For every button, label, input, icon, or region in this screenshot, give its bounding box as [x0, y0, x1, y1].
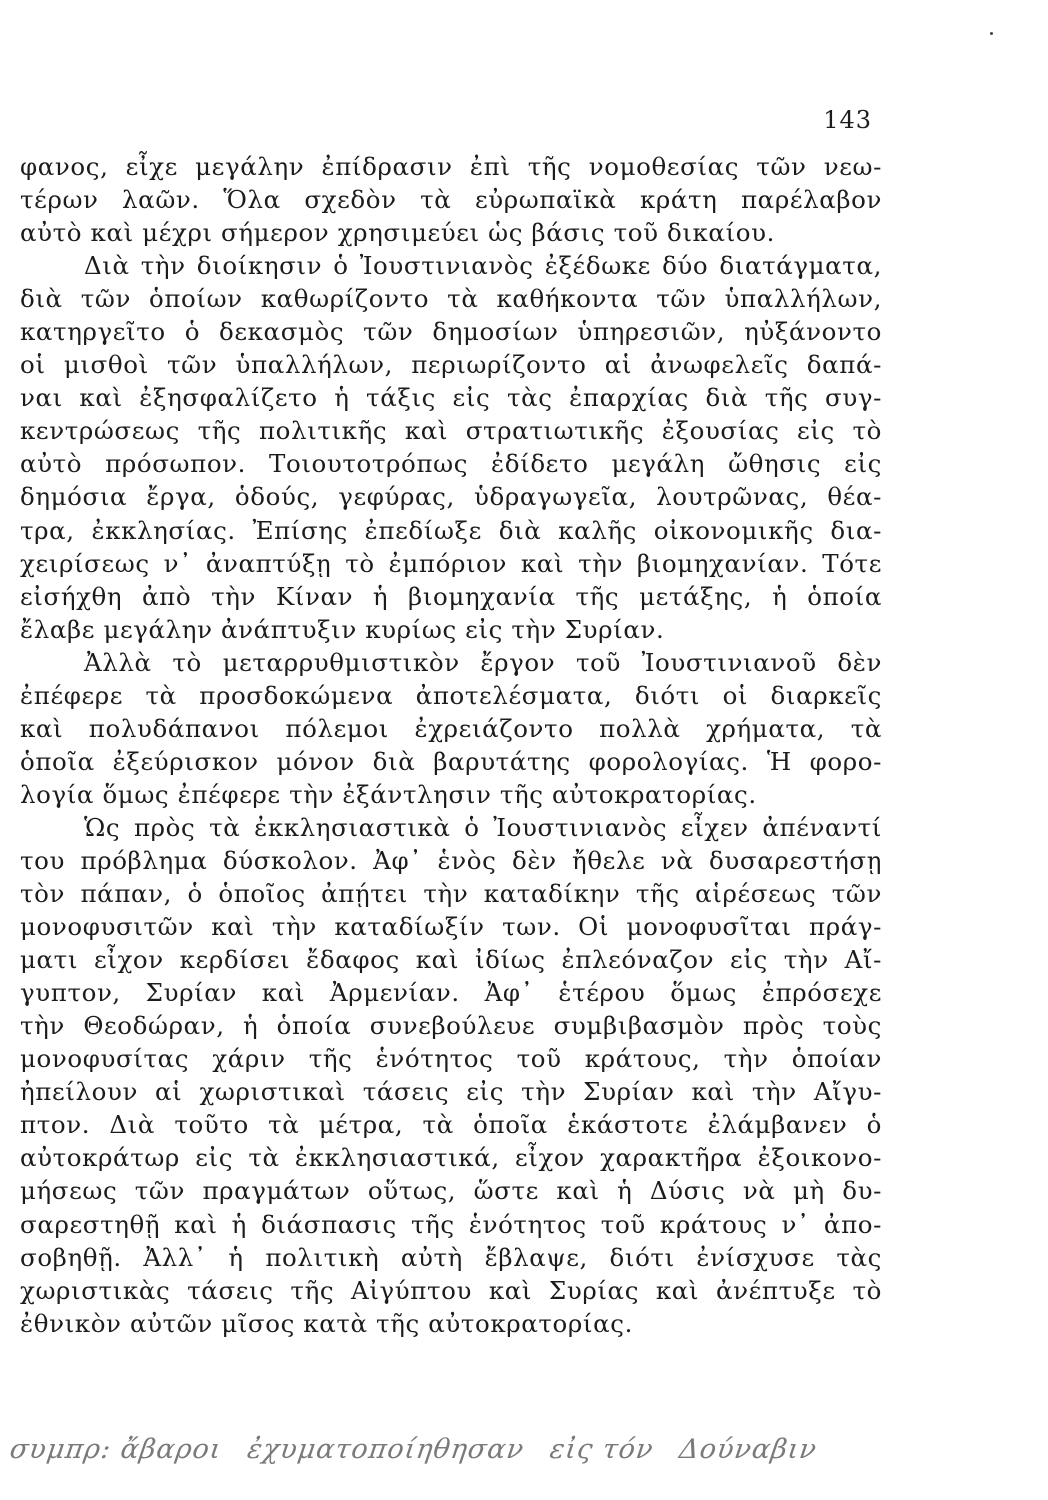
body-text: [20, 150, 882, 1340]
text-line: φανος, εἶχε μεγάλην ἐπίδρασιν ἐπὶ τῆς νομοθεσίας τῶν νεω-: [20, 152, 882, 181]
scan-speck: [990, 32, 993, 35]
text-line: κατηργεῖτο ὁ δεκασμὸς τῶν δημοσίων ὑπηρεσιῶν, ηὐξάνοντο: [20, 317, 882, 347]
text-line: χωριστικὰς τάσεις τῆς Αἰγύπτου καὶ Συρίας καὶ ἀνέπτυξε τὸ: [20, 1275, 882, 1305]
text-line: γυπτον, Συρίαν καὶ Ἀρμενίαν. Ἀφ᾽ ἑτέρου ὅμως ἐπρόσεχε: [20, 978, 882, 1008]
handwritten-fragment: εἰς τόν: [547, 1434, 656, 1465]
text-line: τέρων λαῶν. Ὅλα σχεδὸν τὰ εὐρωπαϊκὰ κράτη παρέλαβον: [20, 185, 882, 215]
text-line: σοβηθῇ. Ἀλλ᾽ ἡ πολιτικὴ αὐτὴ ἔβλαψε, διότι ἐνίσχυσε τὰς: [20, 1242, 882, 1272]
handwritten-fragment: ἐχυματοποίηθησαν: [245, 1434, 527, 1465]
text-line: Ἀλλὰ τὸ μεταρρυθμιστικὸν ἔργον τοῦ Ἰουστινιανοῦ δὲν: [84, 647, 882, 677]
handwritten-note: [6, 1420, 1024, 1480]
handwritten-fragment: συμπρ: ἄβαροι: [7, 1434, 224, 1465]
handwritten-fragment: Δούναβιν: [677, 1434, 820, 1465]
text-line: πτον. Διὰ τοῦτο τὰ μέτρα, τὰ ὁποῖα ἑκάστοτε ἐλάμβανεν ὁ: [20, 1110, 882, 1140]
text-line: ἔλαβε μεγάλην ἀνάπτυξιν κυρίως εἰς τὴν Συρίαν.: [20, 614, 665, 644]
text-line: μονοφυσιτῶν καὶ τὴν καταδίωξίν των. Οἱ μονοφυσῖται πράγ-: [20, 912, 882, 942]
text-line: του πρόβλημα δύσκολον. Ἀφ᾽ ἑνὸς δὲν ἤθελε νὰ δυσαρεστήσῃ: [20, 845, 882, 875]
page-number: 143: [823, 106, 872, 134]
text-line: τὸν πάπαν, ὁ ὁποῖος ἀπῄτει τὴν καταδίκην τῆς αἱρέσεως τῶν: [20, 879, 882, 909]
text-line: διὰ τῶν ὁποίων καθωρίζοντο τὰ καθήκοντα τῶν ὑπαλλήλων,: [20, 284, 882, 314]
text-line: αὐτοκράτωρ εἰς τὰ ἐκκλησιαστικά, εἶχον χαρακτῆρα ἐξοικονο-: [20, 1143, 882, 1173]
text-line: αὐτὸ πρόσωπον. Τοιουτοτρόπως ἐδίδετο μεγάλη ὤθησις εἰς: [20, 449, 882, 479]
text-line: ὁποῖα ἐξεύρισκον μόνον διὰ βαρυτάτης φορολογίας. Ἡ φορο-: [20, 746, 882, 776]
text-line: τὴν Θεοδώραν, ἡ ὁποία συνεβούλευε συμβιβασμὸν πρὸς τοὺς: [20, 1011, 882, 1041]
text-line: χειρίσεως ν᾽ ἀναπτύξῃ τὸ ἐμπόριον καὶ τὴν βιομηχανίαν. Τότε: [20, 548, 882, 578]
text-line: κεντρώσεως τῆς πολιτικῆς καὶ στρατιωτικῆς ἐξουσίας εἰς τὸ: [20, 416, 882, 446]
text-line: ἐθνικὸν αὐτῶν μῖσος κατὰ τῆς αὐτοκρατορίας.: [20, 1308, 633, 1338]
text-line: μήσεως τῶν πραγμάτων οὕτως, ὥστε καὶ ἡ Δύσις νὰ μὴ δυ-: [20, 1176, 882, 1206]
text-line: ἐπέφερε τὰ προσδοκώμενα ἀποτελέσματα, διότι οἱ διαρκεῖς: [20, 680, 882, 710]
text-line: σαρεστηθῇ καὶ ἡ διάσπασις τῆς ἑνότητος τοῦ κράτους ν᾽ ἀπο-: [20, 1209, 882, 1239]
text-line: Διὰ τὴν διοίκησιν ὁ Ἰουστινιανὸς ἐξέδωκε δύο διατάγματα,: [84, 251, 882, 281]
text-line: οἱ μισθοὶ τῶν ὑπαλλήλων, περιωρίζοντο αἱ ἀνωφελεῖς δαπά-: [20, 350, 882, 380]
text-line: δημόσια ἔργα, ὁδούς, γεφύρας, ὑδραγωγεῖα, λουτρῶνας, θέα-: [20, 482, 882, 512]
text-line: καὶ πολυδάπανοι πόλεμοι ἐχρειάζοντο πολλὰ χρήματα, τὰ: [20, 713, 882, 743]
text-line: τρα, ἐκκλησίας. Ἐπίσης ἐπεδίωξε διὰ καλῆς οἰκονομικῆς δια-: [20, 515, 882, 545]
text-line: μονοφυσίτας χάριν τῆς ἑνότητος τοῦ κράτους, τὴν ὁποίαν: [20, 1044, 882, 1074]
text-line: ναι καὶ ἐξησφαλίζετο ἡ τάξις εἰς τὰς ἐπαρχίας διὰ τῆς συγ-: [20, 383, 882, 413]
text-line: εἰσήχθη ἀπὸ τὴν Κίναν ἡ βιομηχανία τῆς μετάξης, ἡ ὁποία: [20, 581, 882, 611]
text-line: λογία ὅμως ἐπέφερε τὴν ἐξάντλησιν τῆς αὐτοκρατορίας.: [20, 779, 757, 809]
text-line: αὐτὸ καὶ μέχρι σήμερον χρησιμεύει ὡς βάσις τοῦ δικαίου.: [20, 218, 776, 248]
text-line: ἠπείλουν αἱ χωριστικαὶ τάσεις εἰς τὴν Συρίαν καὶ τὴν Αἴγυ-: [20, 1077, 882, 1107]
text-line: Ὡς πρὸς τὰ ἐκκλησιαστικὰ ὁ Ἰουστινιανὸς εἶχεν ἀπέναντί: [84, 812, 882, 842]
text-line: ματι εἶχον κερδίσει ἔδαφος καὶ ἰδίως ἐπλεόναζον εἰς τὴν Αἴ-: [20, 945, 882, 975]
